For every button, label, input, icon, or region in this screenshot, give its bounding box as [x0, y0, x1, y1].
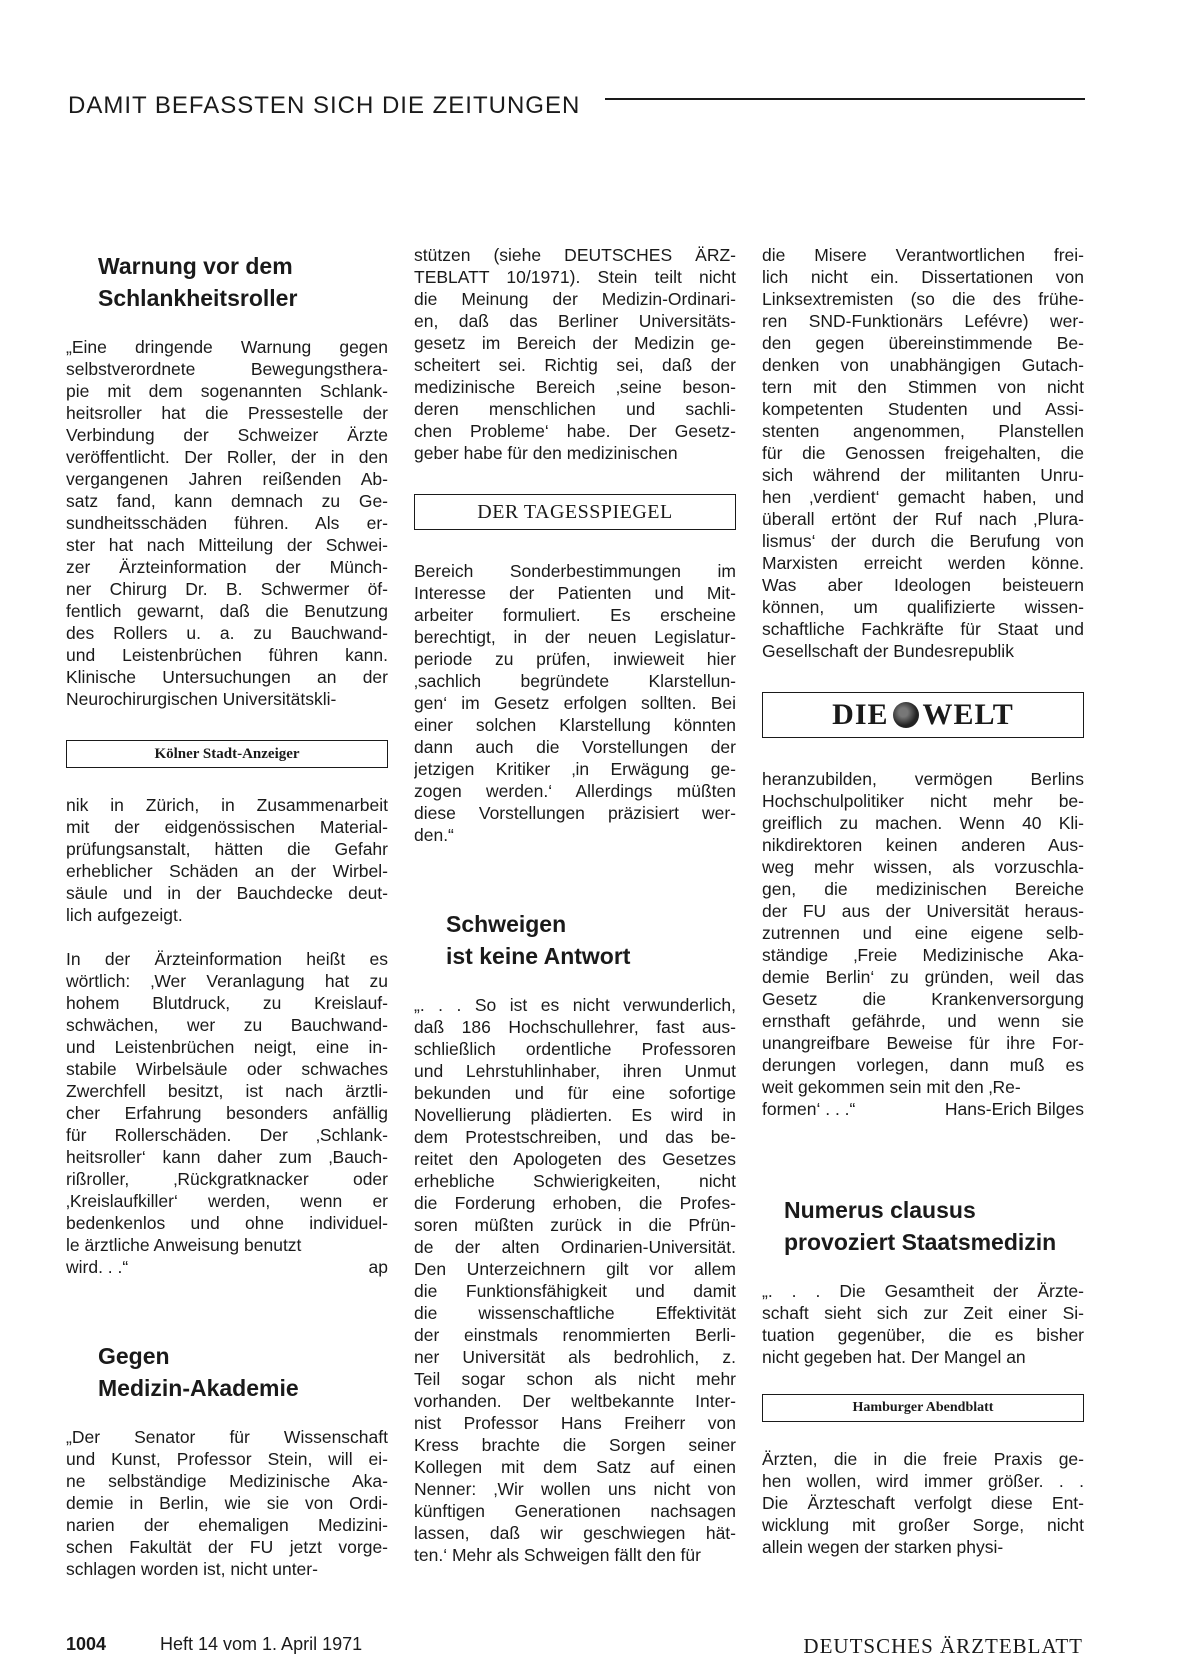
newspaper-source-box: DER TAGESSPIEGEL: [414, 494, 736, 530]
text-line: hohem Blutdruck, zu Kreislauf-: [66, 993, 388, 1013]
text-line: diese Vorstellungen präzisiert wer-: [414, 803, 736, 823]
text-line: schen Fakultät der FU jetzt vorge-: [66, 1537, 388, 1557]
text-line: schwächen, wer zu Bauchwand-: [66, 1015, 388, 1035]
text-line: ‚Kreislaufkiller‘ werden, wenn er: [66, 1191, 388, 1211]
newspaper-source-box: Kölner Stadt-Anzeiger: [66, 740, 388, 768]
text-line: cher Erfahrung besonders anfällig: [66, 1103, 388, 1123]
text-line: Interesse der Patienten und Mit-: [414, 583, 736, 603]
text-line: Kollegen mit dem Satz auf einen: [414, 1457, 736, 1477]
journal-name: DEUTSCHES ÄRZTEBLATT: [803, 1634, 1083, 1658]
text-line: scheitert sei. Richtig sei, daß der: [414, 355, 736, 375]
text-line: periode zu prüfen, inwieweit hier: [414, 649, 736, 669]
heading-line: Numerus clausus: [784, 1197, 976, 1223]
text-line: für Rollerschäden. Der ‚Schlank-: [66, 1125, 388, 1145]
text-line: gesetz im Bereich der Medizin ge-: [414, 333, 736, 353]
text-line: le ärztliche Anweisung benutzt: [66, 1235, 302, 1255]
text-line: Hochschulpolitiker nicht mehr be-: [762, 791, 1084, 811]
text-line: greiflich zu machen. Wenn 40 Kli-: [762, 813, 1084, 833]
text-line: narien der ehemaligen Medizini-: [66, 1515, 388, 1535]
text-line: Zwerchfell besitzt, ist nach ärztli-: [66, 1081, 388, 1101]
text-line: weg mehr wissen, als vorzuschla-: [762, 857, 1084, 877]
text-line: die Forderung erhoben, die Profes-: [414, 1193, 736, 1213]
text-line: dem Protestschreiben, und das be-: [414, 1127, 736, 1147]
paragraph: [762, 244, 1084, 662]
text-line: prüfungsanstalt, hätten die Gefahr: [66, 839, 388, 859]
text-line: rißroller, ‚Rückgratknacker oder: [66, 1169, 388, 1189]
text-line: Kress brachte die Sorgen seiner: [414, 1435, 736, 1455]
text-line: gen, die medizinischen Bereiche: [762, 879, 1084, 899]
newspaper-source-box: Hamburger Abendblatt: [762, 1394, 1084, 1422]
paragraph: [414, 994, 736, 1566]
paragraph: [762, 768, 1084, 1098]
text-line: die Meinung der Medizin-Ordinari-: [414, 289, 736, 309]
text-line: lich aufgezeigt.: [66, 905, 183, 925]
article-heading: [98, 1340, 388, 1404]
text-line: daß 186 Hochschullehrer, fast aus-: [414, 1017, 736, 1037]
paragraph: [762, 1280, 1084, 1368]
text-line: Was aber Ideologen beisteuern: [762, 575, 1084, 595]
text-line: „Der Senator für Wissenschaft: [66, 1427, 388, 1447]
text-line: erheblicher Schäden an der Wirbel-: [66, 861, 388, 881]
text-line: ren SND-Funktionärs Lefévre) wer-: [762, 311, 1084, 331]
text-line: In der Ärzteinformation heißt es: [66, 949, 388, 969]
text-line: soren müßten zurück in die Pfrün-: [414, 1215, 736, 1235]
text-line: selbstverordnete Bewegungsthera-: [66, 359, 388, 379]
text-line: und Lehrstuhlinhaber, ihren Unmut: [414, 1061, 736, 1081]
text-line: säule und in der Bauchdecke deut-: [66, 883, 388, 903]
text-line: weit gekommen sein mit den ‚Re-: [762, 1077, 1021, 1097]
text-line: „. . . So ist es nicht verwunderlich,: [414, 995, 736, 1015]
text-line: vorhanden. Der weltbekannte Inter-: [414, 1391, 736, 1411]
text-line: heranzubilden, vermögen Berlins: [762, 769, 1084, 789]
section-rule: [605, 98, 1085, 100]
text-line: schaftliche Fachkräfte für Staat und: [762, 619, 1084, 639]
text-line: nicht gegeben hat. Der Mangel an: [762, 1347, 1026, 1367]
text-line: zogen werden.‘ Allerdings müßten: [414, 781, 736, 801]
text-line: gen‘ im Gesetz erfolgen sollten. Bei: [414, 693, 736, 713]
text-line: nist Professor Hans Freiherr von: [414, 1413, 736, 1433]
text-line: allein wegen der starken physi-: [762, 1537, 1004, 1557]
text-line: heitsroller hat die Pressestelle der: [66, 403, 388, 423]
text-line: ‚sachlich begründete Klarstellun-: [414, 671, 736, 691]
text-line: tern mit den Stimmen von nicht: [762, 377, 1084, 397]
text-line: nikdirektoren keinen anderen Aus-: [762, 835, 1084, 855]
text-line: lassen, daß wir geschwiegen hät-: [414, 1523, 736, 1543]
text-line: Klinische Untersuchungen an der: [66, 667, 388, 687]
text-line: Gesetz die Krankenversorgung: [762, 989, 1084, 1009]
text-line: den.“: [414, 825, 454, 845]
paragraph: [66, 1426, 388, 1580]
text-line: sundheitsschäden führen. Als er-: [66, 513, 388, 533]
heading-line: provoziert Staatsmedizin: [784, 1229, 1057, 1255]
column-left: [66, 250, 388, 1580]
text-line: hen ‚verdient‘ gemacht haben, und: [762, 487, 1084, 507]
text-line: nik in Zürich, in Zusammenarbeit: [66, 795, 388, 815]
text-line: bekunden und für eine sofortige: [414, 1083, 736, 1103]
text-line: medizinische Bereich ‚seine beson-: [414, 377, 736, 397]
text-line: vergangenen Jahren reißenden Ab-: [66, 469, 388, 489]
text-line: lismus‘ der durch die Berufung von: [762, 531, 1084, 551]
text-line: jetzigen Kritiker ‚in Erwägung ge-: [414, 759, 736, 779]
text-line: Novellierung plädierten. Es wird in: [414, 1105, 736, 1125]
text-line: kompetenten Studenten und Assi-: [762, 399, 1084, 419]
text-line: berechtigt, in der neuen Legislatur-: [414, 627, 736, 647]
heading-line: Schweigen: [446, 911, 567, 937]
text-line: und Leistenbrüchen führen kann.: [66, 645, 388, 665]
text-line: denken von unabhängigen Gutach-: [762, 355, 1084, 375]
text-line: die wissenschaftliche Effektivität: [414, 1303, 736, 1323]
text-line: überall ertönt der Ruf nach ‚Plura-: [762, 509, 1084, 529]
text-line: hen wollen, wird immer größer. . .: [762, 1471, 1084, 1491]
text-line: Bereich Sonderbestimmungen im: [414, 561, 736, 581]
text-line: ner Chirurg Dr. B. Schwermer öf-: [66, 579, 388, 599]
text-line: pie mit dem sogenannten Schlank-: [66, 381, 388, 401]
issue-info: Heft 14 vom 1. April 1971: [160, 1634, 363, 1654]
text-line: Ärzten, die in die freie Praxis ge-: [762, 1449, 1084, 1469]
text-line: zutrennen und eine eigene selb-: [762, 923, 1084, 943]
text-line: erhebliche Schwierigkeiten, nicht: [414, 1171, 736, 1191]
paragraph: [762, 1448, 1084, 1558]
text-line: ner Universität als bedrohlich, z.: [414, 1347, 736, 1367]
text-line: und Kunst, Professor Stein, will ei-: [66, 1449, 388, 1469]
signoff-author: Hans-Erich Bilges: [944, 1099, 1084, 1119]
text-line: schlagen worden ist, nicht unter-: [66, 1559, 318, 1579]
text-line: des Rollers u. a. zu Bauchwand-: [66, 623, 388, 643]
text-line: ständige ‚Freie Medizinische Aka-: [762, 945, 1084, 965]
text-line: deren menschlichen und sachli-: [414, 399, 736, 419]
paragraph: [66, 948, 388, 1256]
heading-line: Medizin-Akademie: [98, 1375, 299, 1401]
signoff-author: ap: [368, 1257, 388, 1277]
text-line: reitet den Apologeten des Gesetzes: [414, 1149, 736, 1169]
text-line: den gegen übereinstimmende Be-: [762, 333, 1084, 353]
text-line: lich nicht ein. Dissertationen von: [762, 267, 1084, 287]
column-right: [762, 244, 1084, 1558]
text-line: sich während der militanten Unru-: [762, 465, 1084, 485]
text-line: ster hat nach Mitteilung der Schwei-: [66, 535, 388, 555]
article-heading: [784, 1194, 1084, 1258]
text-line: tuation gegenüber, die es bisher: [762, 1325, 1084, 1345]
text-line: die Funktionsfähigkeit und damit: [414, 1281, 736, 1301]
text-line: stabile Wirbelsäule oder schwaches: [66, 1059, 388, 1079]
text-line: zer Ärzteinformation der Münch-: [66, 557, 388, 577]
page-number: 1004: [66, 1634, 107, 1654]
paragraph: [414, 244, 736, 464]
text-line: en, daß das Berliner Universitäts-: [414, 311, 736, 331]
text-line: Nenner: ‚Wir wollen uns nicht von: [414, 1479, 736, 1499]
text-line: „. . . Die Gesamtheit der Ärzte-: [762, 1281, 1084, 1301]
text-line: de der alten Ordinarien-Universität.: [414, 1237, 736, 1257]
text-line: bedenkenlos und ohne individuel-: [66, 1213, 388, 1233]
paragraph: [66, 336, 388, 710]
newspaper-source-box: [762, 692, 1084, 738]
heading-line: Warnung vor dem: [98, 253, 293, 279]
text-line: fentlich gewarnt, daß die Benutzung: [66, 601, 388, 621]
text-line: demie in Berlin, wie sie von Ordi-: [66, 1493, 388, 1513]
text-line: geber habe für den medizinischen: [414, 443, 678, 463]
text-line: Teil sogar schon als nicht mehr: [414, 1369, 736, 1389]
text-line: können, um qualifizierte wissen-: [762, 597, 1084, 617]
paragraph: [66, 794, 388, 926]
text-line: ernsthaft gefährde, und wenn sie: [762, 1011, 1084, 1031]
column-middle: [414, 244, 736, 1566]
heading-line: Schlankheitsroller: [98, 285, 298, 311]
text-line: unangreifbare Beweise für ihre For-: [762, 1033, 1084, 1053]
text-line: die Misere Verantwortlichen frei-: [762, 245, 1084, 265]
heading-line: Gegen: [98, 1343, 170, 1369]
text-line: veröffentlicht. Der Roller, der in den: [66, 447, 388, 467]
text-line: arbeiter formuliert. Es erscheine: [414, 605, 736, 625]
text-line: mit der eidgenössischen Material-: [66, 817, 388, 837]
text-line: Linksextremisten (so die des frühe-: [762, 289, 1084, 309]
globe-icon: [893, 702, 919, 728]
text-line: wörtlich: ‚Wer Veranlagung hat zu: [66, 971, 388, 991]
text-line: Neurochirurgischen Universitätskli-: [66, 689, 337, 709]
article-signoff: [66, 1256, 388, 1278]
text-line: schließlich ordentliche Professoren: [414, 1039, 736, 1059]
paragraph: [414, 560, 736, 846]
text-line: wicklung mit großer Sorge, nicht: [762, 1515, 1084, 1535]
signoff-text: wird. . .“: [66, 1257, 129, 1277]
text-line: heitsroller‘ kann daher zum ‚Bauch-: [66, 1147, 388, 1167]
newspaper-name-part: DIE: [832, 698, 889, 731]
text-line: dann auch die Vorstellungen der: [414, 737, 736, 757]
text-line: ne selbständige Medizinische Aka-: [66, 1471, 388, 1491]
signoff-text: formen‘ . . .“: [762, 1099, 856, 1119]
article-heading: [446, 908, 736, 972]
text-line: satz fand, kann demnach zu Ge-: [66, 491, 388, 511]
text-line: für die Genossen freigehalten, die: [762, 443, 1084, 463]
text-line: stenten angenommen, Planstellen: [762, 421, 1084, 441]
text-line: künftigen Generationen nachsagen: [414, 1501, 736, 1521]
article-heading: [98, 250, 388, 314]
text-line: der einstmals renommierten Berli-: [414, 1325, 736, 1345]
text-line: derungen vorlegen, dann muß es: [762, 1055, 1084, 1075]
text-line: Den Unterzeichnern gilt vor allem: [414, 1259, 736, 1279]
text-line: stützen (siehe DEUTSCHES ÄRZ-: [414, 245, 736, 265]
text-line: „Eine dringende Warnung gegen: [66, 337, 388, 357]
newspaper-name-part: WELT: [922, 698, 1014, 731]
text-line: der FU aus der Universität heraus-: [762, 901, 1084, 921]
article-signoff: [762, 1098, 1084, 1120]
text-line: schaft sieht sich zur Zeit einer Si-: [762, 1303, 1084, 1323]
text-line: Gesellschaft der Bundesrepublik: [762, 641, 1014, 661]
text-line: und Leistenbrüchen neigt, eine in-: [66, 1037, 388, 1057]
text-line: einer solchen Klarstellung könnten: [414, 715, 736, 735]
text-line: demie Berlin‘ zu gründen, weil das: [762, 967, 1084, 987]
text-line: Marxisten erreicht werden könne.: [762, 553, 1084, 573]
section-title: DAMIT BEFASSTEN SICH DIE ZEITUNGEN: [68, 92, 581, 119]
text-line: Die Ärzteschaft verfolgt diese Ent-: [762, 1493, 1084, 1513]
text-line: TEBLATT 10/1971). Stein teilt nicht: [414, 267, 736, 287]
text-line: ten.‘ Mehr als Schweigen fällt den für: [414, 1545, 701, 1565]
text-line: chen Probleme‘ habe. Der Gesetz-: [414, 421, 736, 441]
text-line: Verbindung der Schweizer Ärzte: [66, 425, 388, 445]
heading-line: ist keine Antwort: [446, 943, 631, 969]
